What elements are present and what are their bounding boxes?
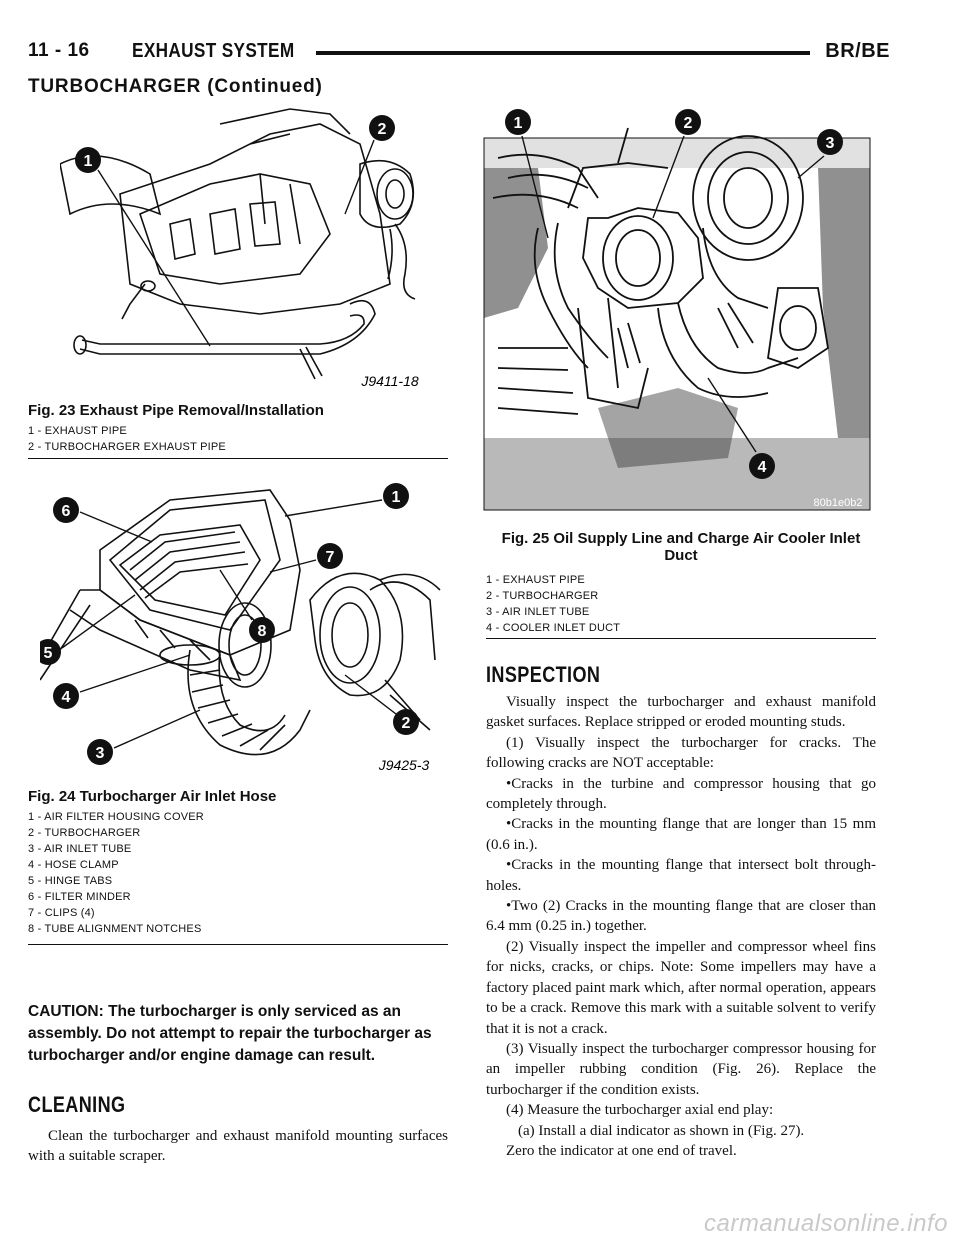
bullet-glyph: •: [506, 898, 512, 915]
bullet-glyph: •: [506, 816, 512, 833]
bullet-item: [486, 774, 876, 815]
fig25-caption-line1: Fig. 25 Oil Supply Line and Charge Air Cooler Inlet: [501, 530, 861, 547]
model-code: BR/BE: [825, 40, 890, 62]
legend-item: 2 - TURBOCHARGER EXHAUST PIPE: [28, 441, 226, 453]
legend-item: 3 - AIR INLET TUBE: [486, 606, 590, 618]
bullet-text: Cracks in the mounting flange that are longer than 15 mm (0.6 in.).: [486, 816, 876, 853]
legend-item: 5 - HINGE TABS: [28, 875, 113, 887]
bullet-text: Cracks in the turbine and compressor housing that go completely through.: [486, 775, 876, 813]
inspection-step-1: (1) Visually inspect the turbocharger for cracks. The following cracks are NOT acceptable:: [486, 734, 876, 772]
header-rule: [316, 51, 810, 55]
fig24-code: J9425-3: [378, 757, 430, 773]
inspection-step-2: (2) Visually inspect the impeller and compressor wheel fins for nicks, cracks, or chips. Note: Some impellers may have a factory placed paint mark which, after normal operation, appears to be a crack. Remove this mark with a suitable solvent to verify that it is not a crack.: [486, 938, 876, 1037]
inspection-step-3: (3) Visually inspect the turbocharger compressor housing for an impeller rubbing condition (Fig. 26). Replace the turbocharger if the condition exists.: [486, 1040, 876, 1098]
legend-item: 4 - COOLER INLET DUCT: [486, 622, 621, 634]
bullet-glyph: •: [506, 775, 512, 792]
legend-item: 8 - TUBE ALIGNMENT NOTCHES: [28, 923, 202, 935]
fig25-callout-3: 3: [825, 135, 835, 152]
fig23-callout-1: 1: [83, 153, 93, 170]
fig25-legend: [486, 572, 620, 636]
legend-item: 2 - TURBOCHARGER: [486, 590, 599, 602]
fig23-divider: [28, 458, 448, 459]
fig24-caption: Fig. 24 Turbocharger Air Inlet Hose: [28, 788, 277, 805]
inspection-text: [486, 692, 876, 1161]
fig25-caption: [486, 530, 876, 564]
watermark: carmanualsonline.info: [704, 1210, 948, 1237]
cleaning-paragraph: Clean the turbocharger and exhaust manifold mounting surfaces with a suitable scraper.: [28, 1128, 448, 1165]
fig24-callout-8: 8: [257, 623, 267, 640]
fig24-callout-5: 5: [43, 645, 53, 662]
legend-item: 1 - AIR FILTER HOUSING COVER: [28, 811, 204, 823]
fig25-callout-1: 1: [513, 115, 523, 132]
bullet-text: Cracks in the mounting flange that intersect bolt through-holes.: [486, 857, 876, 894]
page-header: [28, 40, 890, 76]
fig24-callout-2: 2: [401, 715, 411, 732]
fig24-illustration: [40, 480, 450, 780]
legend-item: 1 - EXHAUST PIPE: [28, 425, 127, 437]
fig25-callout-2: 2: [683, 115, 693, 132]
legend-item: 2 - TURBOCHARGER: [28, 827, 141, 839]
fig23-callout-2: 2: [377, 121, 387, 138]
section-title: EXHAUST SYSTEM: [132, 40, 295, 62]
inspection-heading: INSPECTION: [486, 662, 601, 687]
fig23-legend: [28, 423, 226, 455]
fig24-callout-7: 7: [325, 549, 335, 566]
inspection-step-4a: (a) Install a dial indicator as shown in (Fig. 27).: [518, 1122, 805, 1139]
bullet-item: [486, 855, 876, 896]
fig25-callout-4: 4: [757, 459, 767, 476]
fig25-divider: [486, 638, 876, 639]
inspection-step-4a-cont: Zero the indicator at one end of travel.: [506, 1142, 737, 1159]
fig23-illustration: [60, 104, 452, 394]
legend-item: 6 - FILTER MINDER: [28, 891, 131, 903]
fig24-callout-1: 1: [391, 489, 401, 506]
fig23-code: J9411-18: [361, 373, 419, 389]
fig24-callout-4: 4: [61, 689, 71, 706]
bullet-item: [486, 896, 876, 937]
fig25-caption-line2: Duct: [664, 547, 698, 564]
legend-item: 7 - CLIPS (4): [28, 907, 95, 919]
fig23-caption: Fig. 23 Exhaust Pipe Removal/Installation: [28, 402, 324, 419]
legend-item: 3 - AIR INLET TUBE: [28, 843, 132, 855]
legend-item: 4 - HOSE CLAMP: [28, 859, 119, 871]
bullet-glyph: •: [506, 857, 512, 874]
fig24-legend: [28, 809, 204, 937]
caution-note: CAUTION: The turbocharger is only serviced as an assembly. Do not attempt to repair the turbocharger as turbocharger and/or engine damage can result.: [28, 1003, 432, 1064]
fig25-illustration: [478, 108, 876, 520]
continued-heading: TURBOCHARGER (Continued): [28, 76, 323, 97]
cleaning-text: [28, 1126, 448, 1167]
page-number: 11 - 16: [28, 40, 90, 61]
fig25-code: 80b1e0b2: [813, 497, 863, 509]
fig24-divider: [28, 944, 448, 945]
bullet-text: Two (2) Cracks in the mounting flange that are closer than 6.4 mm (0.25 in.) together.: [486, 898, 876, 935]
inspection-intro: Visually inspect the turbocharger and exhaust manifold gasket surfaces. Replace stripped or eroded mounting studs.: [486, 694, 876, 731]
fig24-callout-6: 6: [61, 503, 71, 520]
fig24-callout-3: 3: [95, 745, 105, 762]
bullet-item: [486, 814, 876, 855]
cleaning-heading: CLEANING: [28, 1092, 126, 1117]
inspection-step-4: (4) Measure the turbocharger axial end play:: [506, 1102, 774, 1119]
legend-item: 1 - EXHAUST PIPE: [486, 574, 585, 586]
